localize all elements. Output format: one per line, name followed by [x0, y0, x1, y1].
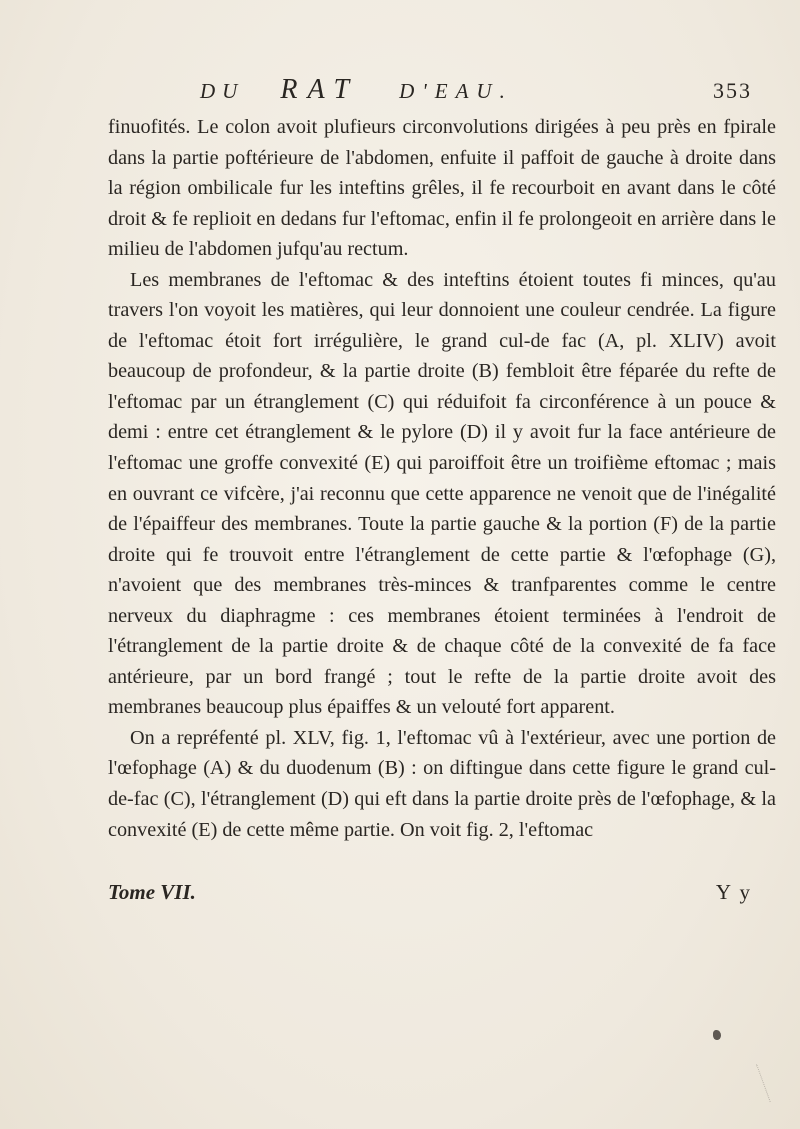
paper-smudge — [756, 1054, 799, 1102]
paragraph-plate-description: On a repréfenté pl. XLV, fig. 1, l'eftomac vû à l'extérieur, avec une portion de l'œfophage (A) & du duodenum (B) : on diftingue dans cette figure le grand cul-de-fac (C), l'étranglement (D) qui eft dans la partie droite près de l'œfophage, & la convexité (E) de cette même partie. On voit fig. 2, l'eftomac — [108, 726, 776, 841]
header-rat: RAT — [280, 74, 360, 105]
running-header — [200, 74, 760, 108]
paragraph-membranes: Les membranes de l'eftomac & des inteftins étoient toutes fi minces, qu'au travers l'on voyoit les matières, qui leur donnoient une couleur cendrée. La figure de l'eftomac étoit fort irrégulière, le grand cul-de fac (A, pl. XLIV) avoit beaucoup de profondeur, & la partie droite (B) fembloit être féparée du refte de l'eftomac par un étranglement (C) qui réduifoit fa circonférence à un pouce & demi : entre cet étranglement & le pylore (D) il y avoit fur la face antérieure de l'eftomac une groffe convexité (E) qui paroiffoit être un troifième eftomac ; mais en ouvrant ce vifcère, j'ai reconnu que cette apparence ne venoit que de l'inégalité de l'épaiffeur des membranes. Toute la partie gauche & la portion (F) de la partie droite qui fe trouvoit entre l'étranglement de cette partie & l'œfophage (G), n'avoient que des membranes très-minces & tranfparentes comme le centre nerveux du diaphragme : ces membranes étoient terminées à l'endroit de l'étranglement de la partie droite & de chaque côté de la convexité de fa face antérieure, par un bord frangé ; tout le refte de la partie droite avoit des membranes beaucoup plus épaiffes & un velouté fort apparent. — [108, 268, 776, 719]
tome-label: Tome VII. — [108, 880, 196, 904]
page-footer — [108, 880, 768, 910]
ink-blot — [713, 1030, 721, 1040]
header-du: DU — [200, 79, 245, 103]
page-number: 353 — [713, 78, 752, 103]
body-text — [108, 112, 776, 845]
paragraph-continuation: finuofités. Le colon avoit plufieurs circonvolutions dirigées à peu près en fpirale dans la partie poftérieure de l'abdomen, enfuite il paffoit de gauche à droite dans la région ombilicale fur les inteftins grêles, il fe recourboit en avant dans le côté droit & fe replioit en dedans fur l'eftomac, enfin il fe prolongeoit en arrière dans le milieu de l'abdomen jufqu'au rectum. — [108, 116, 776, 261]
header-eau: D'EAU. — [399, 79, 513, 103]
signature-mark: Y y — [715, 880, 752, 904]
